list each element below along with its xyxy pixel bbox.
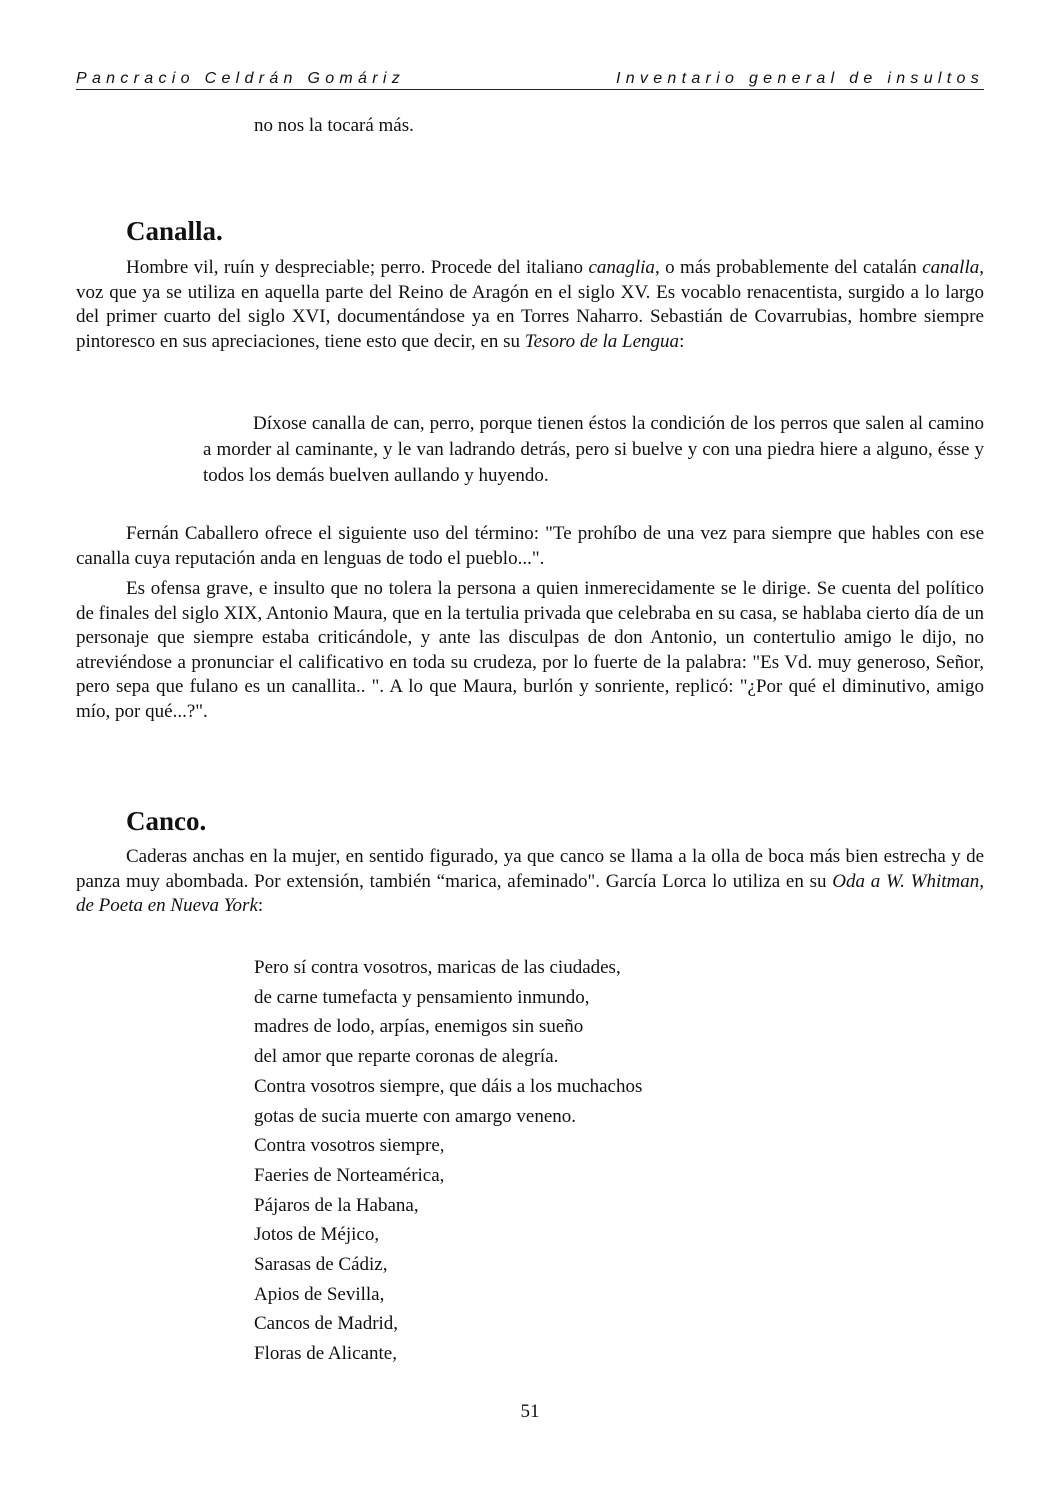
canalla-paragraph-2: Fernán Caballero ofrece el siguiente uso del término: "Te prohíbo de una vez para siempre que hables con ese canalla cuya reputación anda en lenguas de todo el pueblo...". (76, 523, 984, 569)
italic-title: Tesoro de la Lengua (524, 330, 680, 352)
poem-line: Contra vosotros siempre, (254, 1135, 445, 1157)
poem-line: de carne tumefacta y pensamiento inmundo, (254, 986, 590, 1008)
header-book-title: Inventario general de insultos (615, 70, 984, 87)
poem-line: Cancos de Madrid, (254, 1313, 399, 1335)
header-author: Pancracio Celdrán Gomáriz (76, 70, 406, 87)
poem-line: Sarasas de Cádiz, (254, 1254, 388, 1276)
poem-line: Contra vosotros siempre, que dáis a los muchachos (254, 1075, 643, 1097)
entry-title-canco: Canco. (126, 806, 207, 836)
poem-line: del amor que reparte coronas de alegría. (254, 1046, 559, 1068)
italic-title: Oda a W. Whitman, de Poeta en Nueva York (76, 870, 984, 916)
poem-line: gotas de sucia muerte con amargo veneno. (254, 1105, 577, 1127)
italic-term: canaglia (588, 257, 655, 278)
covarrubias-quote: Díxose canalla de can, perro, porque tienen éstos la condición de los perros que salen al camino a morder al caminante, y le van ladrando detrás, pero si buelve y con una piedra hiere a alguno, ésse y todos los demás buelven aullando y huyendo. (203, 413, 984, 486)
text-run: , voz que ya se utiliza en aquella parte del Reino de Aragón en el siglo XV. Es vocablo renacentista, surgido a lo largo del primer cuarto del siglo XVI, documentándose ya en Torres Naharro. Sebastián de Covarrubias, hombre siempre pintoresco en sus apreciaciones, tiene esto que decir, en su (76, 257, 984, 352)
poem-line: Faeries de Norteamérica, (254, 1164, 445, 1186)
lorca-poem (254, 953, 642, 1369)
text-run: Hombre vil, ruín y despreciable; perro. Procede del italiano (126, 257, 589, 278)
poem-line: Apios de Sevilla, (254, 1283, 385, 1305)
canalla-paragraph-3: Es ofensa grave, e insulto que no tolera la persona a quien inmerecidamente se le dirige. Se cuenta del político de finales del siglo XIX, Antonio Maura, que en la tertulia privada que celebraba en su casa, se hablaba cierto día de un personaje que siempre estaba criticándole, y ante las disculpas de don Antonio, un contertulio amigo le dijo, no atreviéndose a pronunciar el calificativo en toda su crudeza, por lo fuerte de la palabra: "Es Vd. muy generoso, Señor, pero sepa que fulano es un canallita.. ". A lo que Maura, burlón y sonriente, replicó: "¿Por qué el diminutivo, amigo mío, por qué...?". (76, 578, 984, 722)
poem-line: Pájaros de la Habana, (254, 1194, 419, 1216)
poem-line: Pero sí contra vosotros, maricas de las ciudades, (254, 957, 621, 978)
running-header (76, 70, 984, 90)
text-run: : (257, 895, 264, 916)
poem-line: Jotos de Méjico, (254, 1224, 380, 1246)
entry-title-canalla: Canalla. (126, 216, 223, 246)
poem-line: madres de lodo, arpías, enemigos sin sueño (254, 1016, 584, 1038)
canco-definition (76, 845, 984, 919)
page-number: 51 (520, 1401, 540, 1422)
text-run: : (679, 330, 685, 352)
poem-line: Floras de Alicante, (254, 1343, 397, 1365)
italic-term: canalla (922, 257, 980, 278)
text-run: , o más probablemente del catalán (654, 257, 923, 278)
text-run: Caderas anchas en la mujer, en sentido figurado, ya que canco se llama a la olla de boca más bien estrecha y de panza muy abombada. Por extensión, también “marica, afeminado". García Lorca lo utiliza en su (76, 846, 984, 892)
continued-text-fragment: no nos la tocará más. (254, 115, 414, 136)
canalla-definition (76, 256, 984, 354)
